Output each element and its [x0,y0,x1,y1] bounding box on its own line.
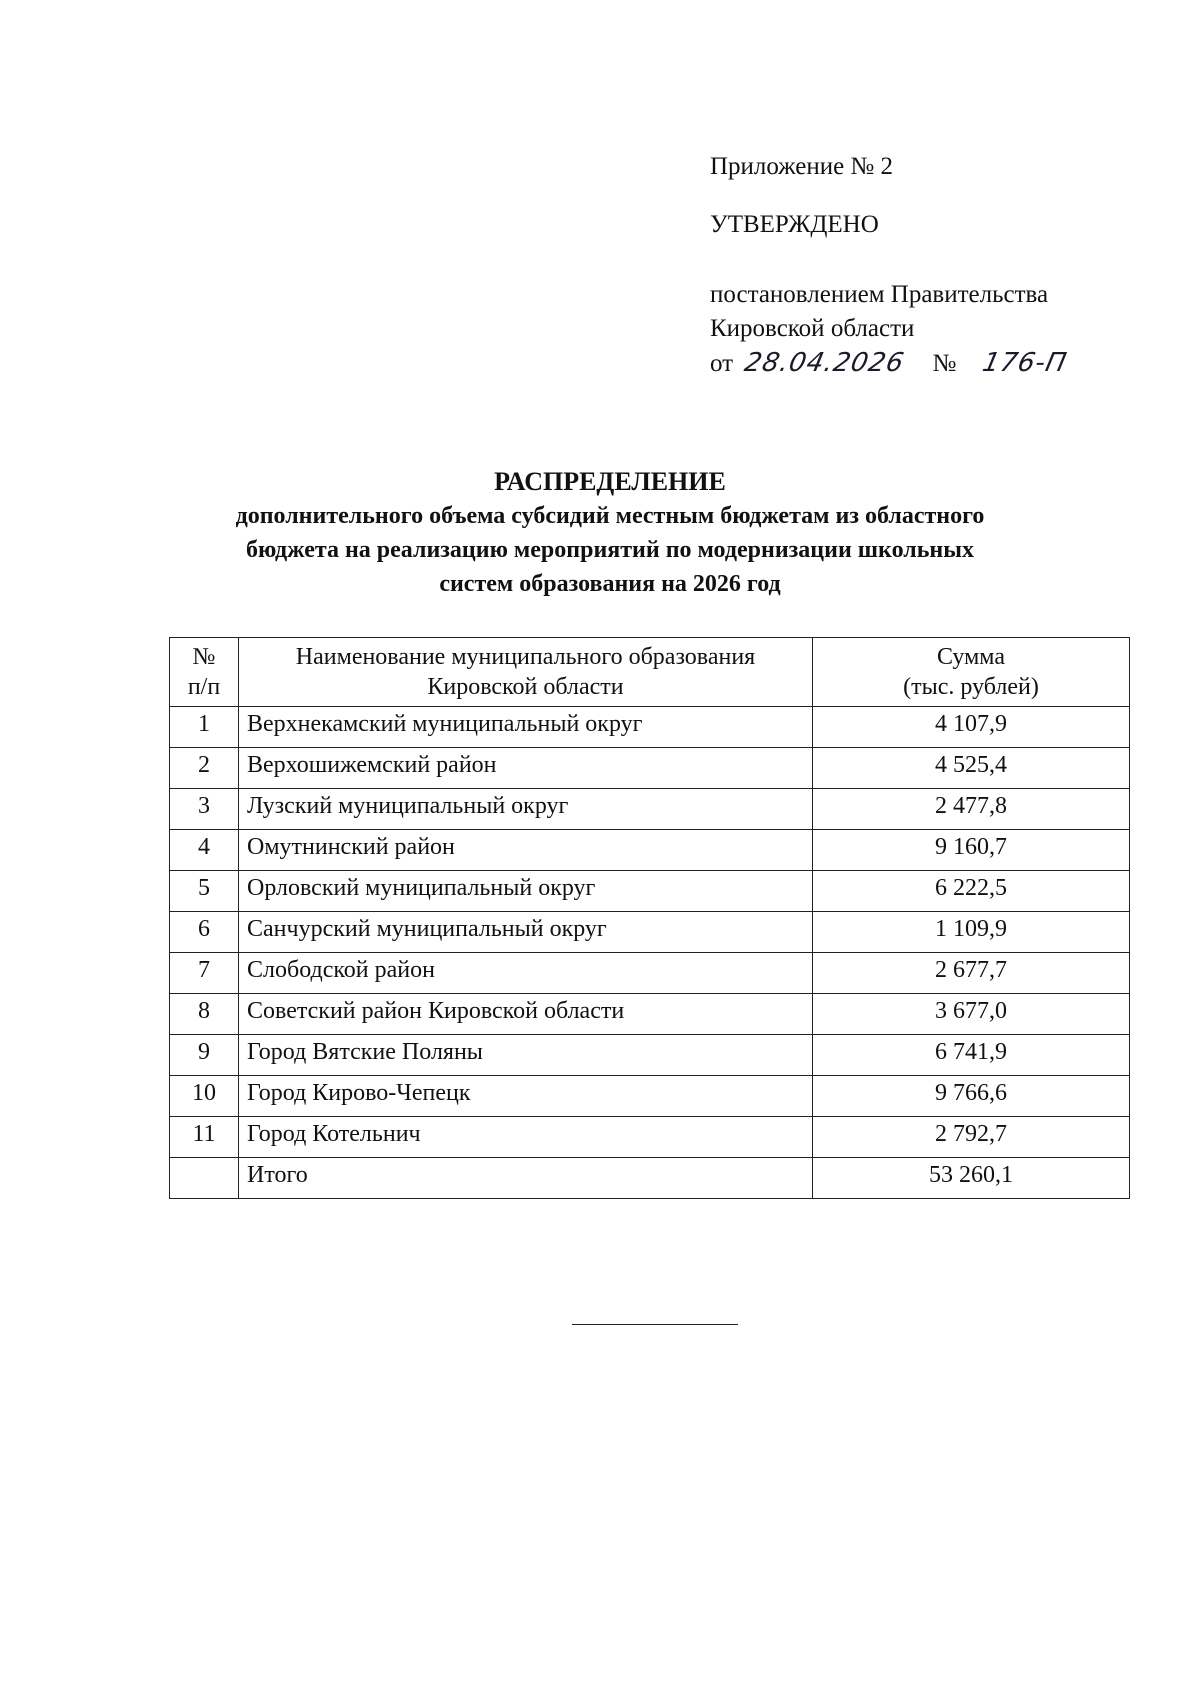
decree-date-line [710,346,1070,381]
header-name-line-2: Кировской области [427,674,624,700]
row-num: 2 [170,748,239,789]
row-sum: 2 792,7 [813,1117,1130,1158]
row-num: 11 [170,1117,239,1158]
row-sum: 4 107,9 [813,707,1130,748]
row-num: 7 [170,953,239,994]
row-name: Орловский муниципальный округ [239,871,813,912]
row-name: Город Вятские Поляны [239,1035,813,1076]
total-sum: 53 260,1 [813,1158,1130,1199]
header-sum-line-1: Сумма [937,644,1005,670]
decree-line-1: постановлением Правительства [710,281,1049,308]
row-sum: 6 222,5 [813,871,1130,912]
row-num: 9 [170,1035,239,1076]
row-name: Омутнинский район [239,830,813,871]
row-num: 5 [170,871,239,912]
row-sum: 9 160,7 [813,830,1130,871]
row-name: Советский район Кировской области [239,994,813,1035]
row-name: Слободской район [239,953,813,994]
row-sum: 4 525,4 [813,748,1130,789]
row-num: 10 [170,1076,239,1117]
table-row [170,1076,1130,1117]
header-name-line-1: Наименование муниципального образования [295,644,756,670]
table-row [170,789,1130,830]
row-sum: 6 741,9 [813,1035,1130,1076]
row-num: 1 [170,707,239,748]
header-sum-line-2: (тыс. рублей) [903,674,1039,700]
heading-line-1: дополнительного объема субсидий местным бюджетам из областного [235,503,985,529]
row-name: Город Кирово-Чепецк [239,1076,813,1117]
row-sum: 2 477,8 [813,789,1130,830]
row-sum: 3 677,0 [813,994,1130,1035]
row-name: Верхошижемский район [239,748,813,789]
row-num: 3 [170,789,239,830]
row-sum: 2 677,7 [813,953,1130,994]
row-num: 8 [170,994,239,1035]
table-row [170,707,1130,748]
row-sum: 1 109,9 [813,912,1130,953]
row-num: 6 [170,912,239,953]
handwritten-date: 28.04.2026 [742,348,908,378]
document-heading [180,465,1040,601]
table-row [170,748,1130,789]
distribution-table [169,637,1130,1199]
heading-line-3: систем образования на 2026 год [439,571,781,597]
appendix-label: Приложение № 2 [710,153,894,180]
header-num-line-1: № [192,644,216,670]
from-label: от [710,350,734,377]
table-body [170,707,1130,1158]
header-num [170,638,239,707]
closing-rule [572,1324,738,1325]
row-name: Верхнекамский муниципальный округ [239,707,813,748]
table-total-row [170,1158,1130,1199]
table-row [170,871,1130,912]
header-num-line-2: п/п [187,674,221,700]
header-name [239,638,813,707]
row-num: 4 [170,830,239,871]
table-row [170,912,1130,953]
row-name: Санчурский муниципальный округ [239,912,813,953]
table-row [170,994,1130,1035]
header-sum [813,638,1130,707]
document-title: РАСПРЕДЕЛЕНИЕ [494,467,726,496]
table-row [170,1117,1130,1158]
handwritten-number: 176-П [979,348,1070,378]
total-label: Итого [239,1158,813,1199]
row-name: Город Котельнич [239,1117,813,1158]
table-header-row [170,638,1130,707]
number-label: № [932,350,957,377]
row-name: Лузский муниципальный округ [239,789,813,830]
row-sum: 9 766,6 [813,1076,1130,1117]
total-num-cell [170,1158,239,1199]
decree-line-2: Кировской области [710,315,915,342]
approval-block [710,150,1070,381]
table-row [170,1035,1130,1076]
approved-stamp-text: УТВЕРЖДЕНО [710,211,879,238]
heading-line-2: бюджета на реализацию мероприятий по модернизации школьных [246,537,974,563]
table-row [170,953,1130,994]
table-row [170,830,1130,871]
